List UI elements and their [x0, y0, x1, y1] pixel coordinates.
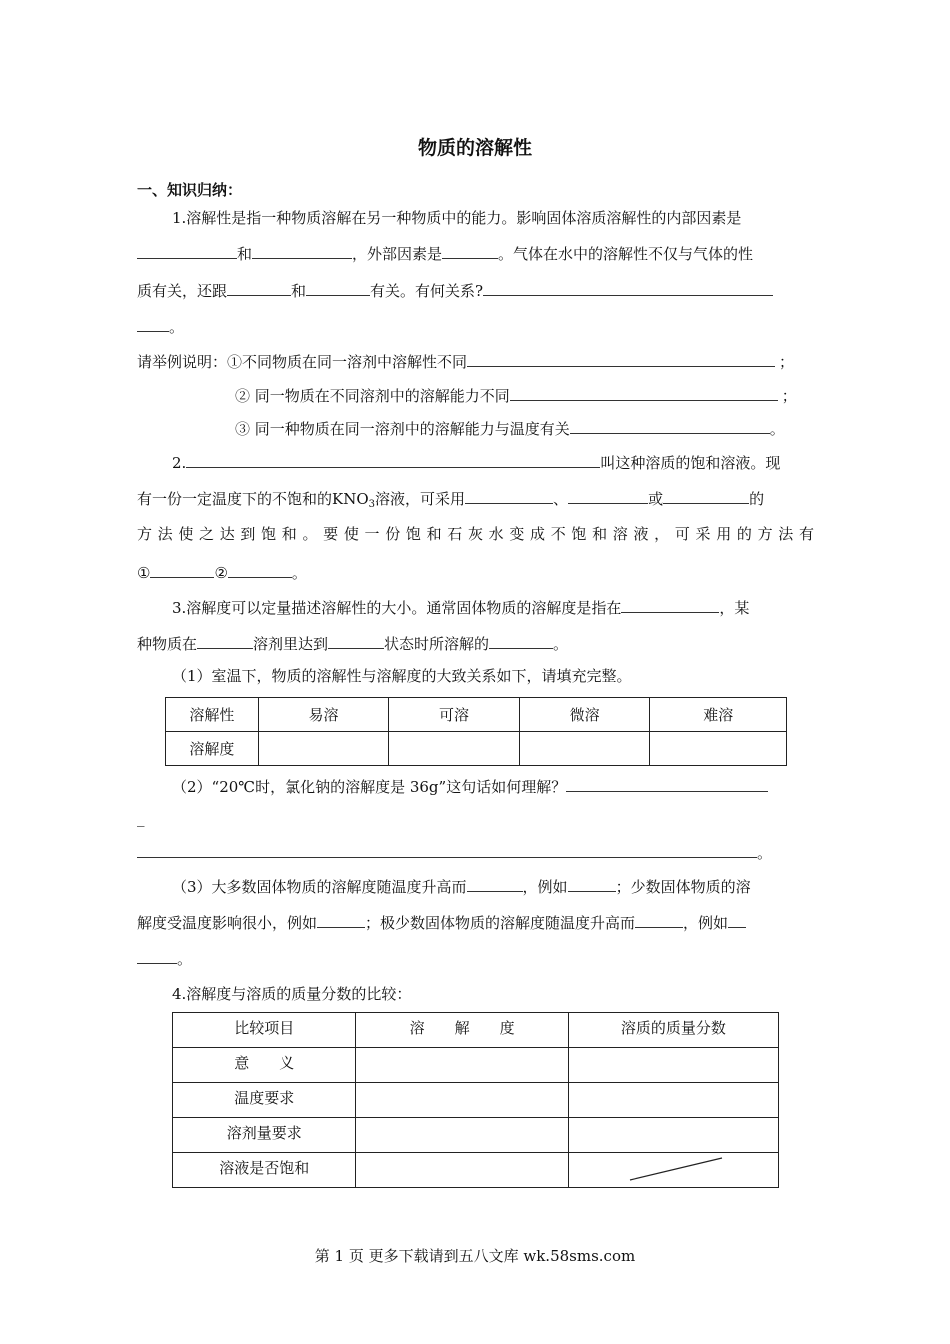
table-header: 易溶	[258, 698, 389, 732]
table-cell-crossed	[568, 1153, 778, 1188]
blank[interactable]	[568, 488, 648, 504]
table-cell[interactable]	[356, 1153, 568, 1188]
blank[interactable]	[621, 597, 719, 613]
q3-p2-dash: _	[137, 809, 145, 827]
blank[interactable]	[186, 452, 600, 468]
q1-line2: 和 ，外部因素是 。气体在水中的溶解性不仅与气体的性	[137, 243, 753, 264]
q1-line3: 质有关，还跟 和 有关。有何关系?	[137, 280, 773, 301]
blank[interactable]	[328, 633, 384, 649]
q3-line1: 3.溶解度可以定量描述溶解性的大小。通常固体物质的溶解度是指在 ，某	[172, 599, 750, 617]
q3-p1: （1）室温下，物质的溶解性与溶解度的大致关系如下，请填充完整。	[172, 667, 632, 685]
blank[interactable]	[227, 280, 291, 296]
blank[interactable]	[467, 876, 523, 892]
q3-p3-line1: （3）大多数固体物质的溶解度随温度升高而 ，例如 ；少数固体物质的溶	[172, 878, 751, 896]
table-cell[interactable]	[568, 1048, 778, 1083]
q1-example-1: 请举例说明：①不同物质在同一溶剂中溶解性不同 ；	[137, 353, 795, 371]
q3-p3-line3: 。	[137, 948, 192, 969]
table-header: 微溶	[519, 698, 650, 732]
q1-line1: 1.溶解性是指一种物质溶解在另一种物质中的能力。影响固体溶质溶解性的内部因素是	[172, 209, 742, 227]
q1-line4: 。	[137, 316, 184, 337]
blank[interactable]	[570, 418, 770, 434]
table-header: 难溶	[650, 698, 787, 732]
table-header: 溶解性	[166, 698, 259, 732]
blank[interactable]	[137, 948, 177, 964]
table-cell[interactable]	[389, 732, 520, 766]
diagonal-strike	[569, 1153, 779, 1188]
table-row-label: 溶剂量要求	[173, 1118, 356, 1153]
table-cell[interactable]	[258, 732, 389, 766]
page-footer: 第 1 页 更多下载请到五八文库 wk.58sms.com	[314, 1247, 636, 1265]
table-row-label: 溶液是否饱和	[173, 1153, 356, 1188]
blank[interactable]	[306, 280, 370, 296]
blank[interactable]	[465, 488, 553, 504]
blank[interactable]	[635, 912, 683, 928]
q2-line1: 2. 叫这种溶质的饱和溶液。现	[172, 454, 781, 472]
blank[interactable]	[483, 280, 773, 296]
blank[interactable]	[510, 385, 778, 401]
table-row-label: 溶解度	[166, 732, 259, 766]
table-cell[interactable]	[356, 1083, 568, 1118]
table-cell[interactable]	[568, 1118, 778, 1153]
blank[interactable]	[442, 243, 498, 259]
q3-line2: 种物质在 溶剂里达到 状态时所溶解的 。	[137, 635, 569, 653]
table-cell[interactable]	[356, 1118, 568, 1153]
q1-example-2: ② 同一物质在不同溶剂中的溶解能力不同 ；	[235, 387, 797, 405]
blank[interactable]	[137, 842, 757, 858]
q1-example-3: ③ 同一种物质在同一溶剂中的溶解能力与温度有关 。	[235, 420, 785, 438]
table-header: 可溶	[389, 698, 520, 732]
table-header: 溶 解 度	[356, 1013, 568, 1048]
q3-p2-answer-line: 。	[137, 842, 772, 863]
blank[interactable]	[728, 912, 746, 928]
section-heading: 一、知识归纳：	[137, 181, 243, 199]
table-header: 比较项目	[173, 1013, 356, 1048]
blank[interactable]	[489, 633, 553, 649]
table-cell[interactable]	[650, 732, 787, 766]
blank[interactable]	[467, 351, 775, 367]
solubility-table	[165, 697, 787, 766]
q4-title: 4.溶解度与溶质的质量分数的比较：	[172, 985, 412, 1003]
blank[interactable]	[566, 776, 768, 792]
table-cell[interactable]	[568, 1083, 778, 1118]
table-cell[interactable]	[519, 732, 650, 766]
blank[interactable]	[568, 876, 616, 892]
comparison-table	[172, 1012, 779, 1188]
q2-line3: 方法使之达到饱和。要使一份饱和石灰水变成不饱和溶液，可采用的方法有	[137, 525, 814, 543]
q3-p2: （2）“20℃时，氯化钠的溶解度是 36g”这句话如何理解？	[172, 776, 768, 797]
page-title: 物质的溶解性	[417, 137, 532, 159]
table-row-label: 意 义	[173, 1048, 356, 1083]
blank[interactable]	[252, 243, 352, 259]
q2-line4: ① ② 。	[137, 564, 307, 582]
q2-line2: 有一份一定温度下的不饱和的$KNO_3$溶液，可采用 、 或 的	[137, 490, 765, 510]
blank[interactable]	[317, 912, 365, 928]
blank[interactable]	[137, 316, 169, 332]
blank[interactable]	[663, 488, 749, 504]
q3-p3-line2: 解度受温度影响很小，例如 ；极少数固体物质的溶解度随温度升高而 ，例如	[137, 912, 746, 933]
table-row-label: 温度要求	[173, 1083, 356, 1118]
table-cell[interactable]	[356, 1048, 568, 1083]
blank[interactable]	[197, 633, 253, 649]
blank[interactable]	[150, 562, 214, 578]
table-header: 溶质的质量分数	[568, 1013, 778, 1048]
blank[interactable]	[137, 243, 237, 259]
blank[interactable]	[228, 562, 292, 578]
